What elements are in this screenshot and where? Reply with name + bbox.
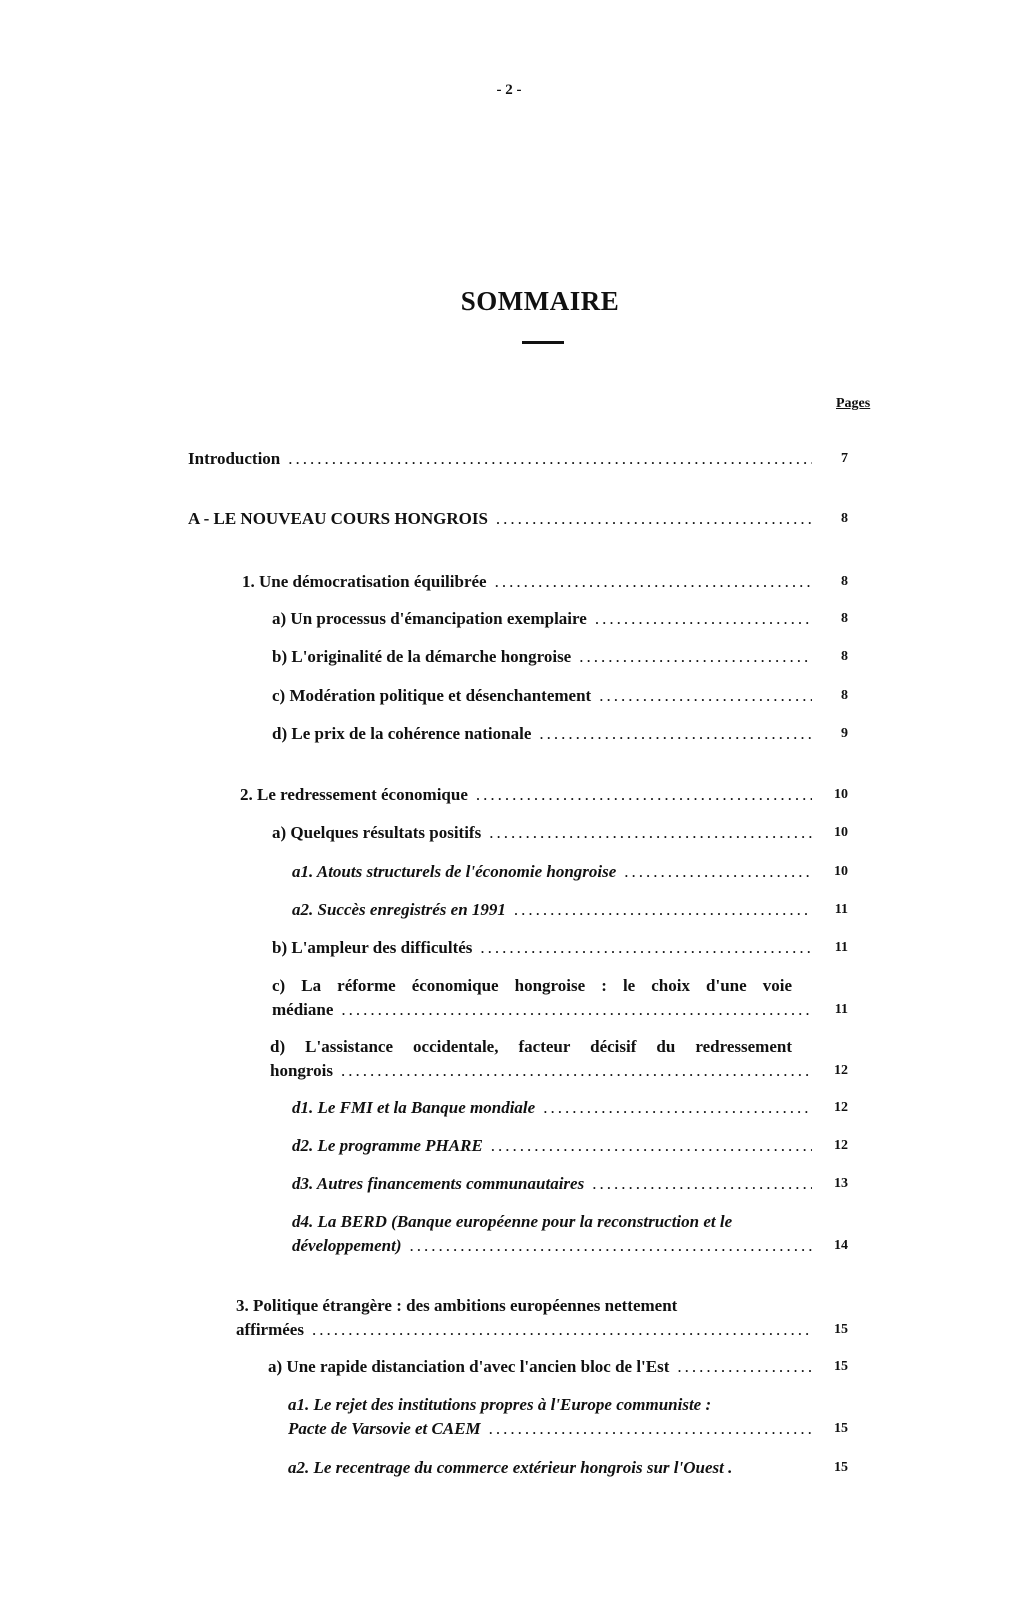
dot-leader: [514, 898, 812, 922]
toc-label: a) Un processus d'émancipation exemplaire: [272, 609, 587, 628]
toc-label-line-1: c) La réforme économique hongroise : le choix d'une voie: [272, 976, 792, 995]
toc-entry-section-3a[interactable]: [268, 1355, 848, 1379]
dot-leader: [489, 821, 812, 845]
dot-leader: [341, 1059, 812, 1083]
dot-leader: [480, 936, 812, 960]
toc-entry-section-1d[interactable]: [272, 722, 848, 746]
dot-leader: [539, 722, 812, 746]
toc-page-ref: 10: [834, 864, 848, 879]
toc-entry-section-2a[interactable]: [272, 821, 848, 845]
toc-label: a2. Le recentrage du commerce extérieur hongrois sur l'Ouest .: [288, 1458, 733, 1477]
toc-page-ref: 15: [834, 1322, 848, 1337]
toc-label: b) L'originalité de la démarche hongroise: [272, 647, 572, 666]
toc-page-ref: 12: [834, 1063, 848, 1078]
toc-entry-section-2a1[interactable]: [292, 860, 848, 884]
toc-label: d3. Autres financements communautaires: [292, 1174, 585, 1193]
toc-entry-section-2[interactable]: [240, 783, 848, 807]
toc-entry-section-1b[interactable]: [272, 645, 848, 669]
dot-leader: [341, 998, 812, 1022]
toc-label-line-1: d4. La BERD (Banque européenne pour la reconstruction et le: [292, 1212, 733, 1231]
toc-page-ref: 8: [841, 511, 848, 526]
toc-page-ref: 8: [841, 649, 848, 664]
dot-leader: [410, 1234, 812, 1258]
toc-page-ref: 14: [834, 1238, 848, 1253]
toc-label: d1. Le FMI et la Banque mondiale: [292, 1098, 536, 1117]
page-number: - 2 -: [496, 82, 522, 98]
toc-entry-section-2a2[interactable]: [292, 898, 848, 922]
toc-page-ref: 8: [841, 611, 848, 626]
toc-label: d) Le prix de la cohérence nationale: [272, 724, 532, 743]
page-title: SOMMAIRE: [460, 286, 620, 316]
toc-label: a2. Succès enregistrés en 1991: [292, 900, 506, 919]
toc-label-line-2: Pacte de Varsovie et CAEM: [288, 1419, 481, 1438]
toc-entry-section-3a2[interactable]: [288, 1456, 848, 1480]
dot-leader: [495, 570, 812, 594]
toc-page-ref: 12: [834, 1100, 848, 1115]
toc-page-ref: 8: [841, 688, 848, 703]
toc-page-ref: 11: [834, 1002, 848, 1017]
dot-leader: [476, 783, 812, 807]
toc-page-ref: 15: [834, 1421, 848, 1436]
dot-leader: [624, 860, 812, 884]
toc-page-ref: 8: [841, 574, 848, 589]
toc-entry-section-3a1[interactable]: [288, 1393, 848, 1441]
toc-label: Introduction: [188, 449, 281, 468]
toc-entry-section-1c[interactable]: [272, 684, 848, 708]
pages-column-label: Pages: [836, 396, 871, 411]
toc-page-ref: 12: [834, 1138, 848, 1153]
toc-label: A - LE NOUVEAU COURS HONGROIS: [188, 509, 488, 528]
toc-label-line-1: a1. Le rejet des institutions propres à l'Europe communiste :: [288, 1395, 712, 1414]
toc-label-line-2: hongrois: [270, 1061, 333, 1080]
toc-entry-section-2d[interactable]: [270, 1035, 848, 1083]
toc-entry-section-2d3[interactable]: [292, 1172, 848, 1196]
toc-page-ref: 10: [834, 787, 848, 802]
toc-entry-section-2d2[interactable]: [292, 1134, 848, 1158]
dot-leader: [496, 507, 812, 531]
title-rule: [522, 341, 564, 344]
toc-entry-section-2c[interactable]: [272, 974, 848, 1022]
dot-leader: [288, 447, 812, 471]
toc-entry-section-2b[interactable]: [272, 936, 848, 960]
toc-label-line-2: affirmées: [236, 1320, 304, 1339]
toc-label: a1. Atouts structurels de l'économie hongroise: [292, 862, 617, 881]
toc-entry-part-a[interactable]: [188, 507, 848, 531]
toc-label-line-1: 3. Politique étrangère : des ambitions européennes nettement: [236, 1296, 678, 1315]
toc-entry-section-3[interactable]: [236, 1294, 848, 1342]
dot-leader: [543, 1096, 812, 1120]
toc-entry-section-2d4[interactable]: [292, 1210, 848, 1258]
dot-leader: [579, 645, 812, 669]
toc-label: b) L'ampleur des difficultés: [272, 938, 473, 957]
toc-page-ref: 11: [834, 902, 848, 917]
dot-leader: [677, 1355, 812, 1379]
toc-label: c) Modération politique et désenchantement: [272, 686, 592, 705]
toc-label: 1. Une démocratisation équilibrée: [242, 572, 487, 591]
toc-entry-section-1[interactable]: [242, 570, 848, 594]
toc-page-ref: 11: [834, 940, 848, 955]
toc-entry-section-1a[interactable]: [272, 607, 848, 631]
toc-label: 2. Le redressement économique: [240, 785, 468, 804]
toc-label: a) Quelques résultats positifs: [272, 823, 482, 842]
toc-entry-section-2d1[interactable]: [292, 1096, 848, 1120]
dot-leader: [592, 1172, 812, 1196]
toc-entry-introduction[interactable]: [188, 447, 848, 471]
toc-page-ref: 10: [834, 825, 848, 840]
toc-label: a) Une rapide distanciation d'avec l'ancien bloc de l'Est: [268, 1357, 670, 1376]
toc-label-line-2: développement): [292, 1236, 402, 1255]
toc-page-ref: 7: [841, 451, 848, 466]
toc-page-ref: 15: [834, 1359, 848, 1374]
dot-leader: [599, 684, 812, 708]
toc-page-ref: 15: [834, 1460, 848, 1475]
dot-leader: [312, 1318, 812, 1342]
toc-label-line-2: médiane: [272, 1000, 334, 1019]
toc-label-line-1: d) L'assistance occidentale, facteur décisif du redressement: [270, 1037, 792, 1056]
toc-label: d2. Le programme PHARE: [292, 1136, 483, 1155]
dot-leader: [491, 1134, 812, 1158]
toc-page-ref: 13: [834, 1176, 848, 1191]
dot-leader: [595, 607, 812, 631]
toc-page-ref: 9: [841, 726, 848, 741]
dot-leader: [489, 1417, 812, 1441]
